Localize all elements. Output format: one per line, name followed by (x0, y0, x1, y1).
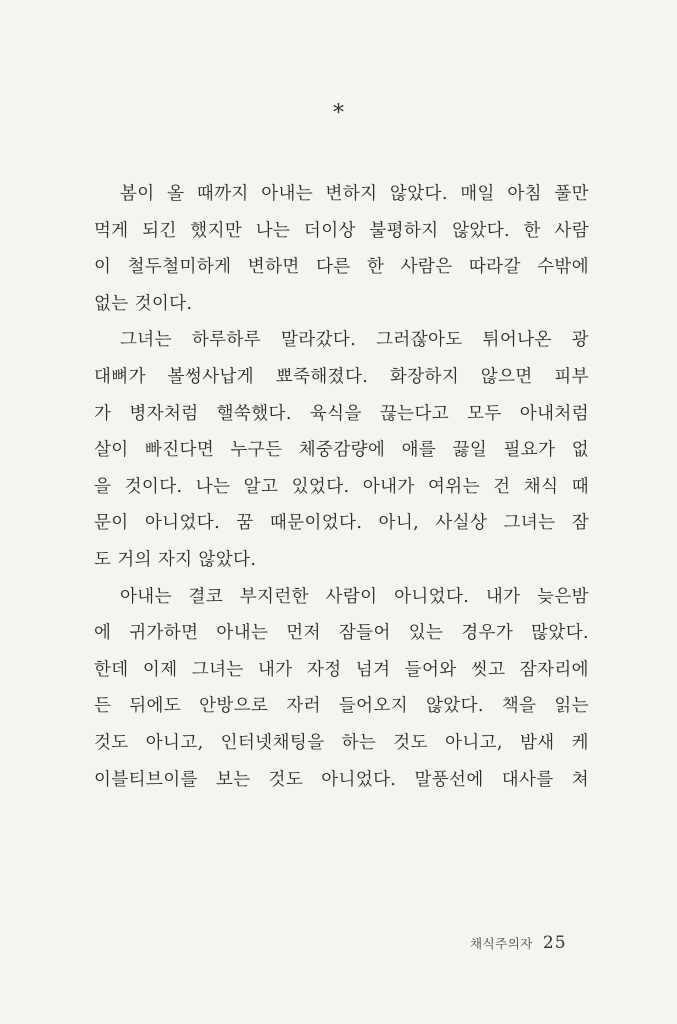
page-footer (470, 932, 590, 956)
text-line: 한데 이제 그녀는 내가 자정 넘겨 들어와 씻고 잠자리에 (94, 659, 589, 680)
text-line: 을 것이다. 나는 알고 있었다. 아내가 여위는 건 채식 때 (94, 476, 589, 497)
text-line: 문이 아니었다. 꿈 때문이었다. 아니, 사실상 그녀는 잠 (94, 513, 589, 534)
paragraph-2 (94, 322, 589, 578)
text-line: 든 뒤에도 안방으로 자러 들어오지 않았다. 책을 읽는 (94, 696, 589, 717)
text-line: 없는 것이다. (94, 293, 193, 314)
text-line: 먹게 되긴 했지만 나는 더이상 불평하지 않았다. 한 사람 (94, 220, 589, 241)
text-line: 이 철두철미하게 변하면 다른 한 사람은 따라갈 수밖에 (94, 257, 589, 278)
text-line: 도 거의 자지 않았다. (94, 549, 257, 570)
text-line: 살이 빠진다면 누구든 체중감량에 애를 끓일 필요가 없 (94, 440, 589, 461)
text-line: 아내는 결코 부지런한 사람이 아니었다. 내가 늦은밤 (120, 586, 589, 607)
section-break-asterisk: * (333, 101, 344, 126)
text-line: 것도 아니고, 인터넷채팅을 하는 것도 아니고, 밤새 케 (94, 732, 589, 753)
text-line: 가 병자처럼 핼쑥했다. 육식을 끊는다고 모두 아내처럼 (94, 403, 589, 424)
text-line: 에 귀가하면 아내는 먼저 잠들어 있는 경우가 많았다. (94, 623, 589, 644)
text-line: 대뼈가 볼썽사납게 뾰죽해졌다. 화장하지 않으면 피부 (94, 366, 589, 387)
text-line: 그녀는 하루하루 말라갔다. 그러잖아도 튀어나온 광 (120, 330, 589, 351)
running-title: 채식주의자 (470, 936, 533, 951)
paragraph-3 (94, 579, 589, 799)
paragraph-1 (94, 176, 589, 322)
text-line: 이블티브이를 보는 것도 아니었다. 말풍선에 대사를 쳐 (94, 769, 589, 790)
page-number: 25 (542, 933, 567, 953)
body-text (94, 176, 589, 798)
text-line: 봄이 올 때까지 아내는 변하지 않았다. 매일 아침 풀만 (120, 184, 589, 204)
